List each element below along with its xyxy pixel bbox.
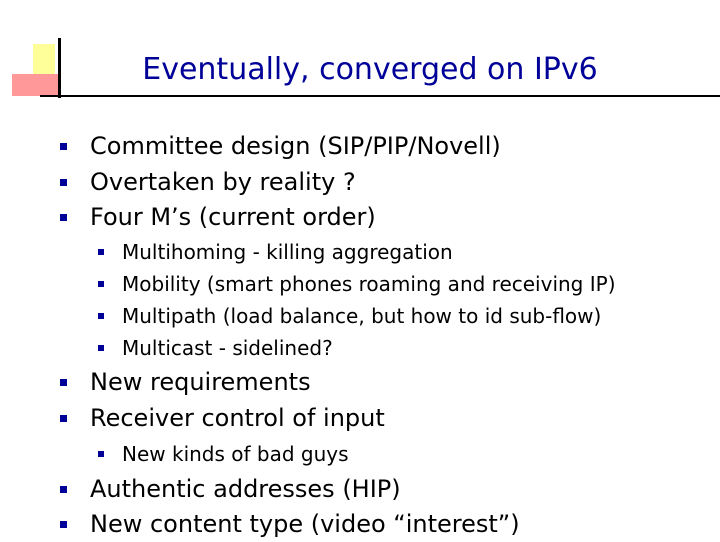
bullet-marker-icon <box>60 415 67 422</box>
bullet-text: Four M’s (current order) <box>90 203 376 231</box>
bullet-new-content-type <box>0 506 700 542</box>
slide-title: Eventually, converged on IPv6 <box>142 52 598 87</box>
bullet-text: Mobility (smart phones roaming and receiving IP) <box>122 272 616 296</box>
subbullet-mobility <box>0 269 700 305</box>
bullet-marker-icon <box>60 179 67 186</box>
bullet-marker-icon <box>98 313 104 319</box>
bullet-marker-icon <box>60 486 67 493</box>
decor-pink-block <box>12 74 58 96</box>
bullet-marker-icon <box>98 249 104 255</box>
bullet-marker-icon <box>60 143 67 150</box>
bullet-text: Committee design (SIP/PIP/Novell) <box>90 132 501 160</box>
bullet-text: Multihoming - killing aggregation <box>122 240 453 264</box>
subbullet-multihoming <box>0 237 700 273</box>
bullet-overtaken <box>0 164 700 200</box>
subbullet-bad-guys <box>0 439 700 475</box>
bullet-new-requirements <box>0 364 700 400</box>
bullet-marker-icon <box>60 521 67 528</box>
bullet-text: Multipath (load balance, but how to id sub-flow) <box>122 304 602 328</box>
bullet-authentic-addresses <box>0 471 700 507</box>
bullet-marker-icon <box>60 214 67 221</box>
bullet-text: Multicast - sidelined? <box>122 336 333 360</box>
bullet-text: New requirements <box>90 368 311 396</box>
bullet-text: Receiver control of input <box>90 404 385 432</box>
bullet-text: New content type (video “interest”) <box>90 510 520 538</box>
decor-horizontal-rule <box>40 95 720 97</box>
bullet-marker-icon <box>98 281 104 287</box>
bullet-committee-design <box>0 128 700 164</box>
bullet-receiver-control <box>0 400 700 436</box>
bullet-marker-icon <box>98 345 104 351</box>
bullet-text: New kinds of bad guys <box>122 442 349 466</box>
bullet-four-ms <box>0 199 700 235</box>
subbullet-multipath <box>0 301 700 337</box>
bullet-text: Overtaken by reality ? <box>90 168 356 196</box>
bullet-marker-icon <box>60 379 67 386</box>
bullet-text: Authentic addresses (HIP) <box>90 475 401 503</box>
bullet-marker-icon <box>98 451 104 457</box>
